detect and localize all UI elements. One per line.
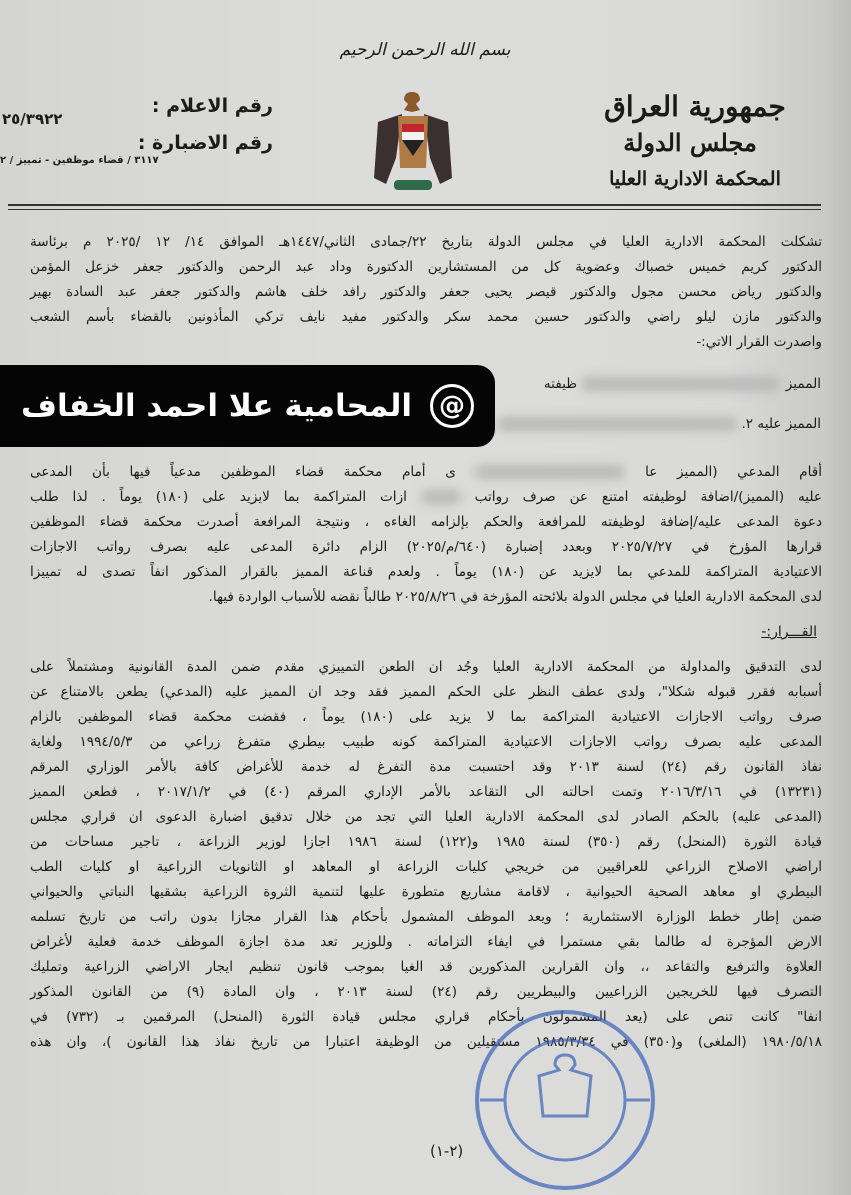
text-line: تشكلت المحكمة الادارية العليا في مجلس الدولة بتاريخ ٢٢/جمادى الثاني/١٤٤٧هـ الموافق ١٤/ ١٢ /٢٠٢٥ م برئاسة <box>30 234 822 250</box>
text-line: العلاوة والترفيع والتقاعد ،، وان القرارين المذكورين قد الغيا بموجب قانون تنظيم ايجار الاراضي الزراعية وتمليك <box>30 959 822 975</box>
file-number: ٣١١٧ / قضاء موظفين - تمييز / ٢ <box>0 155 159 166</box>
facts-paragraph <box>30 460 822 610</box>
respondent-label: المميز عليه ٢. <box>741 416 821 432</box>
text-line: والدكتور مازن ليلو راضي والدكتور حسين محمد سكر والدكتور مفيد نايف تركي المأذونين بالقضاء بأسم الشعب <box>30 309 822 325</box>
text-line: (المدعى عليه) بالحكم الصادر لدى المحكمة الادارية العليا التي تجد من خلال تدقيق اضبارة الدعوى ان قراري مجلس <box>30 809 822 825</box>
redacted-name <box>497 417 737 431</box>
respondent-row <box>497 416 821 432</box>
basmala: بسم الله الرحمن الرحيم <box>339 40 511 60</box>
text-line: اراضي الاصلاح الزراعي للعراقيين من خريجي كليات الزراعة او المعاهد او الثانويات الزراعية او كليات الطب <box>30 859 822 875</box>
text-line: أسبابه فقرر قبوله شكلا"، ولدى عطف النظر على الحكم المميز فقد وجد ان المميز عليه (المدعي) يطعن بالامتناع عن <box>30 684 822 700</box>
text-line: والدكتور رياض محسن مجول والدكتور قيصر يحيى جعفر والدكتور رافد خلف هاشم والدكتور جعفر عبد السادة بهير <box>30 284 822 300</box>
text-line: لدى المحكمة الادارية العليا في مجلس الدولة بلائحته المؤرخة في ٢٠٢٥/٨/٢٦ طالباً نقضه للأسباب الواردة فيها. <box>208 589 822 605</box>
redacted-text <box>475 465 625 479</box>
text-line: قيادة الثورة (المنحل) رقم (٣٥٠) لسنة ١٩٨٥ و(١٢٢) لسنة ١٩٨٦ اجازا لوزير الزراعة ، تاجير مساحات من <box>30 834 822 850</box>
appellant-visible-text: ظيفته <box>543 376 578 392</box>
text-line: ضمن إطار خطط الوزارة الاستثمارية ؛ ويعد الموظف المشمول بأحكام هذا القرار مجازا بدون راتب من تاريخ تسلمه <box>30 909 822 925</box>
watermark-text: المحامية علا احمد الخفاف <box>21 388 412 424</box>
text-line <box>30 460 822 485</box>
text-line: نفاذ القانون رقم (٢٤) لسنة ٢٠١٣ وقد احتسبت مدة التفرغ له خدمة للأغراض كافة بالأمر الوزاري المرقم <box>30 759 823 775</box>
official-stamp-icon <box>470 1005 660 1195</box>
text-line: البيطري او معاهد الصحية الحيوانية ، لاقامة مشاريع متطورة عليها لتنمية الثروة الزراعية بشقيها النباتي والحيواني <box>30 884 822 900</box>
lawyer-watermark <box>0 365 495 447</box>
text-line: ١٩٨٠/٥/١٨ (الملغى) و(٣٥٠) في ١٩٨٥/٣/٣٤ مستقيلين من الوظيفة اعتبارا من تاريخ نفاذ هذا القانون )، وان هذه <box>30 1034 822 1050</box>
at-sign-icon: @ <box>430 384 474 428</box>
text-fragment: ازات المتراكمة بما لايزيد على (١٨٠) يوماً . لذا طلب <box>30 489 407 505</box>
redacted-text <box>421 490 461 504</box>
text-line: دعوة المدعى عليه/إضافة لوظيفته للمرافعة والحكم بإلزامه الغاءه ، ونتيجة المرافعة أصدرت محكمة قضاء الموظفين <box>30 514 822 530</box>
text-fragment: ى أمام محكمة قضاء الموظفين مدعياً فيها بأن المدعى <box>30 464 456 480</box>
text-line: صرف رواتب الاجازات الاعتيادية المتراكمة بما لا يزيد على (١٨٠) يوماً ، فقضت محكمة قضاء الموظفين بالزام <box>30 709 822 725</box>
decision-heading: القـــرار:- <box>761 624 817 640</box>
text-line: الدكتور كريم خميس خصباك وعضوية كل من المستشارين الدكتورة وداد عبد الرحمن والدكتور جعفر خزعل المؤمن <box>30 259 822 275</box>
text-line: واصدرت القرار الاتي:- <box>696 334 822 350</box>
page-number: (٢-١) <box>430 1142 464 1160</box>
text-line: قرارها المؤرخ في ٢٠٢٥/٧/٢٧ وبعدد إضبارة (٦٤٠/م/٢٠٢٥) الزام دائرة المدعى عليه بصرف رواتب الاجازات <box>30 539 822 555</box>
appellant-label: المميز <box>785 376 821 392</box>
text-fragment: عليه (المميز)/اضافة لوظيفته امتنع عن صرف رواتب <box>474 489 822 505</box>
text-line: التصرف فيها للخريجين الزراعيين والبيطريين رقم (٢٤) لسنة ٢٠١٣ ، وان المادة (٩) من القانون المذكور <box>30 984 823 1000</box>
text-line: الاعتيادية المتراكمة للمدعي بما لايزيد عن (١٨٠) يوماً . ولعدم قناعة المميز بالقرار المذكور انفاً تصدى له تمييزا <box>30 564 822 580</box>
text-line: الارض المؤجرة له طالما بقي مستمرا في ايفاء التزاماته . وللوزير تعد مدة اجازة الموظف خدمة فعلية لأغراض <box>30 934 822 950</box>
decision-paragraph <box>30 655 822 1055</box>
text-line <box>30 485 822 510</box>
header-court: المحكمة الادارية العليا <box>609 168 781 190</box>
text-line: لدى التدقيق والمداولة من المحكمة الادارية العليا وجُد ان الطعن التمييزي مقدم ضمن المدة القانونية ومشتملاً على <box>30 659 822 675</box>
iraq-eagle-emblem-icon <box>372 88 454 200</box>
court-composition-paragraph <box>30 230 822 355</box>
appellant-row <box>544 376 821 392</box>
text-line: انفا" كانت تنص على (يعد المشمولون بأحكام قراري مجلس قيادة الثورة (المنحل) المرقمين بـ (٧٣٢) في <box>30 1009 822 1025</box>
text-fragment: أقام المدعي (المميز عا <box>645 464 823 480</box>
header-council: مجلس الدولة <box>623 128 757 157</box>
notice-number-label: رقم الاعلام : <box>151 95 273 117</box>
header-country: جمهورية العراق <box>604 90 786 123</box>
text-line: (١٣٢٣١) في ٢٠١٦/٣/١٦ وتمت احالته الى التقاعد بالأمر الإداري المرقم (٤٠) في ٢٠١٧/١/٢ ، فطعن المميز <box>30 784 822 800</box>
notice-number: ٢٥/٣٩٢٢ <box>2 110 63 128</box>
header-divider-2 <box>8 209 821 210</box>
redacted-name <box>581 377 781 391</box>
text-line: المدعى عليه بصرف رواتب الاجازات الاعتيادية المتراكمة كونه طبيب بيطري متفرغ زراعي من ١٩٩٤/٥/٣ ولغاية <box>30 734 822 750</box>
header-divider <box>8 204 821 206</box>
file-number-label: رقم الاضبارة : <box>137 132 273 154</box>
